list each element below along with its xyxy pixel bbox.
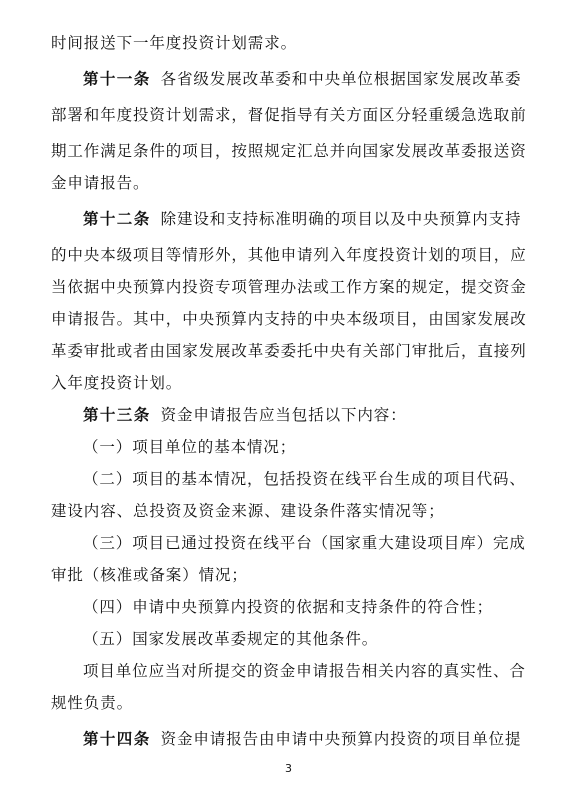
list-item-line — [83, 436, 531, 458]
paragraph-line — [51, 140, 531, 162]
line-text: （四）申请中央预算内投资的依据和支持条件的符合性； — [83, 598, 494, 616]
line-text: （一）项目单位的基本情况； — [83, 438, 297, 456]
paragraph-line — [51, 244, 531, 266]
article-label: 第十四条 — [83, 730, 151, 748]
paragraph-line — [51, 172, 531, 194]
list-item-line — [83, 468, 531, 490]
article-13-heading-line — [83, 404, 531, 426]
line-text: 资金申请报告应当包括以下内容： — [160, 406, 407, 424]
paragraph-line — [83, 660, 531, 682]
paragraph-line — [51, 564, 531, 586]
line-text: 金申请报告。 — [51, 174, 150, 192]
paragraph-line — [51, 104, 531, 126]
line-text: 革委审批或者由国家发展改革委委托中央有关部门审批后，直接列 — [51, 342, 527, 360]
paragraph-line — [51, 340, 531, 362]
article-14-heading-line — [83, 728, 531, 750]
paragraph-line — [51, 276, 531, 298]
line-text: 期工作满足条件的项目，按照规定汇总并向国家发展改革委报送资 — [51, 142, 527, 160]
line-text: 各省级发展改革委和中央单位根据国家发展改革委 — [160, 70, 522, 88]
article-12-heading-line — [83, 208, 531, 230]
line-text: 审批（核准或备案）情况； — [51, 566, 248, 584]
line-text: 申请报告。其中，中央预算内支持的中央本级项目，由国家发展改 — [51, 310, 527, 328]
paragraph-line — [51, 692, 531, 714]
line-text: 除建设和支持标准明确的项目以及中央预算内支持 — [160, 210, 522, 228]
list-item-line — [83, 532, 531, 554]
article-label: 第十一条 — [83, 70, 151, 88]
line-text: 时间报送下一年度投资计划需求。 — [51, 34, 298, 52]
line-text: 资金申请报告由申请中央预算内投资的项目单位提 — [160, 730, 522, 748]
line-text: 建设内容、总投资及资金来源、建设条件落实情况等； — [51, 502, 445, 520]
paragraph-line — [51, 372, 531, 394]
paragraph-line — [51, 500, 531, 522]
list-item-line — [83, 596, 531, 618]
line-text: （三）项目已通过投资在线平台（国家重大建设项目库）完成 — [83, 534, 526, 552]
line-text: 入年度投资计划。 — [51, 374, 183, 392]
line-text: （五）国家发展改革委规定的其他条件。 — [83, 630, 379, 648]
article-label: 第十二条 — [83, 210, 151, 228]
line-text: 项目单位应当对所提交的资金申请报告相关内容的真实性、合 — [83, 662, 526, 680]
article-11-heading-line — [83, 68, 531, 90]
line-text: 规性负责。 — [51, 694, 134, 712]
paragraph-line — [51, 32, 531, 54]
line-text: 当依据中央预算内投资专项管理办法或工作方案的规定，提交资金 — [51, 278, 527, 296]
line-text: 部署和年度投资计划需求，督促指导有关方面区分轻重缓急选取前 — [51, 106, 527, 124]
paragraph-line — [51, 308, 531, 330]
article-label: 第十三条 — [83, 406, 151, 424]
line-text: 的中央本级项目等情形外，其他申请列入年度投资计划的项目，应 — [51, 246, 527, 264]
list-item-line — [83, 628, 531, 650]
page-number: 3 — [285, 762, 292, 775]
line-text: （二）项目的基本情况，包括投资在线平台生成的项目代码、 — [83, 470, 526, 488]
